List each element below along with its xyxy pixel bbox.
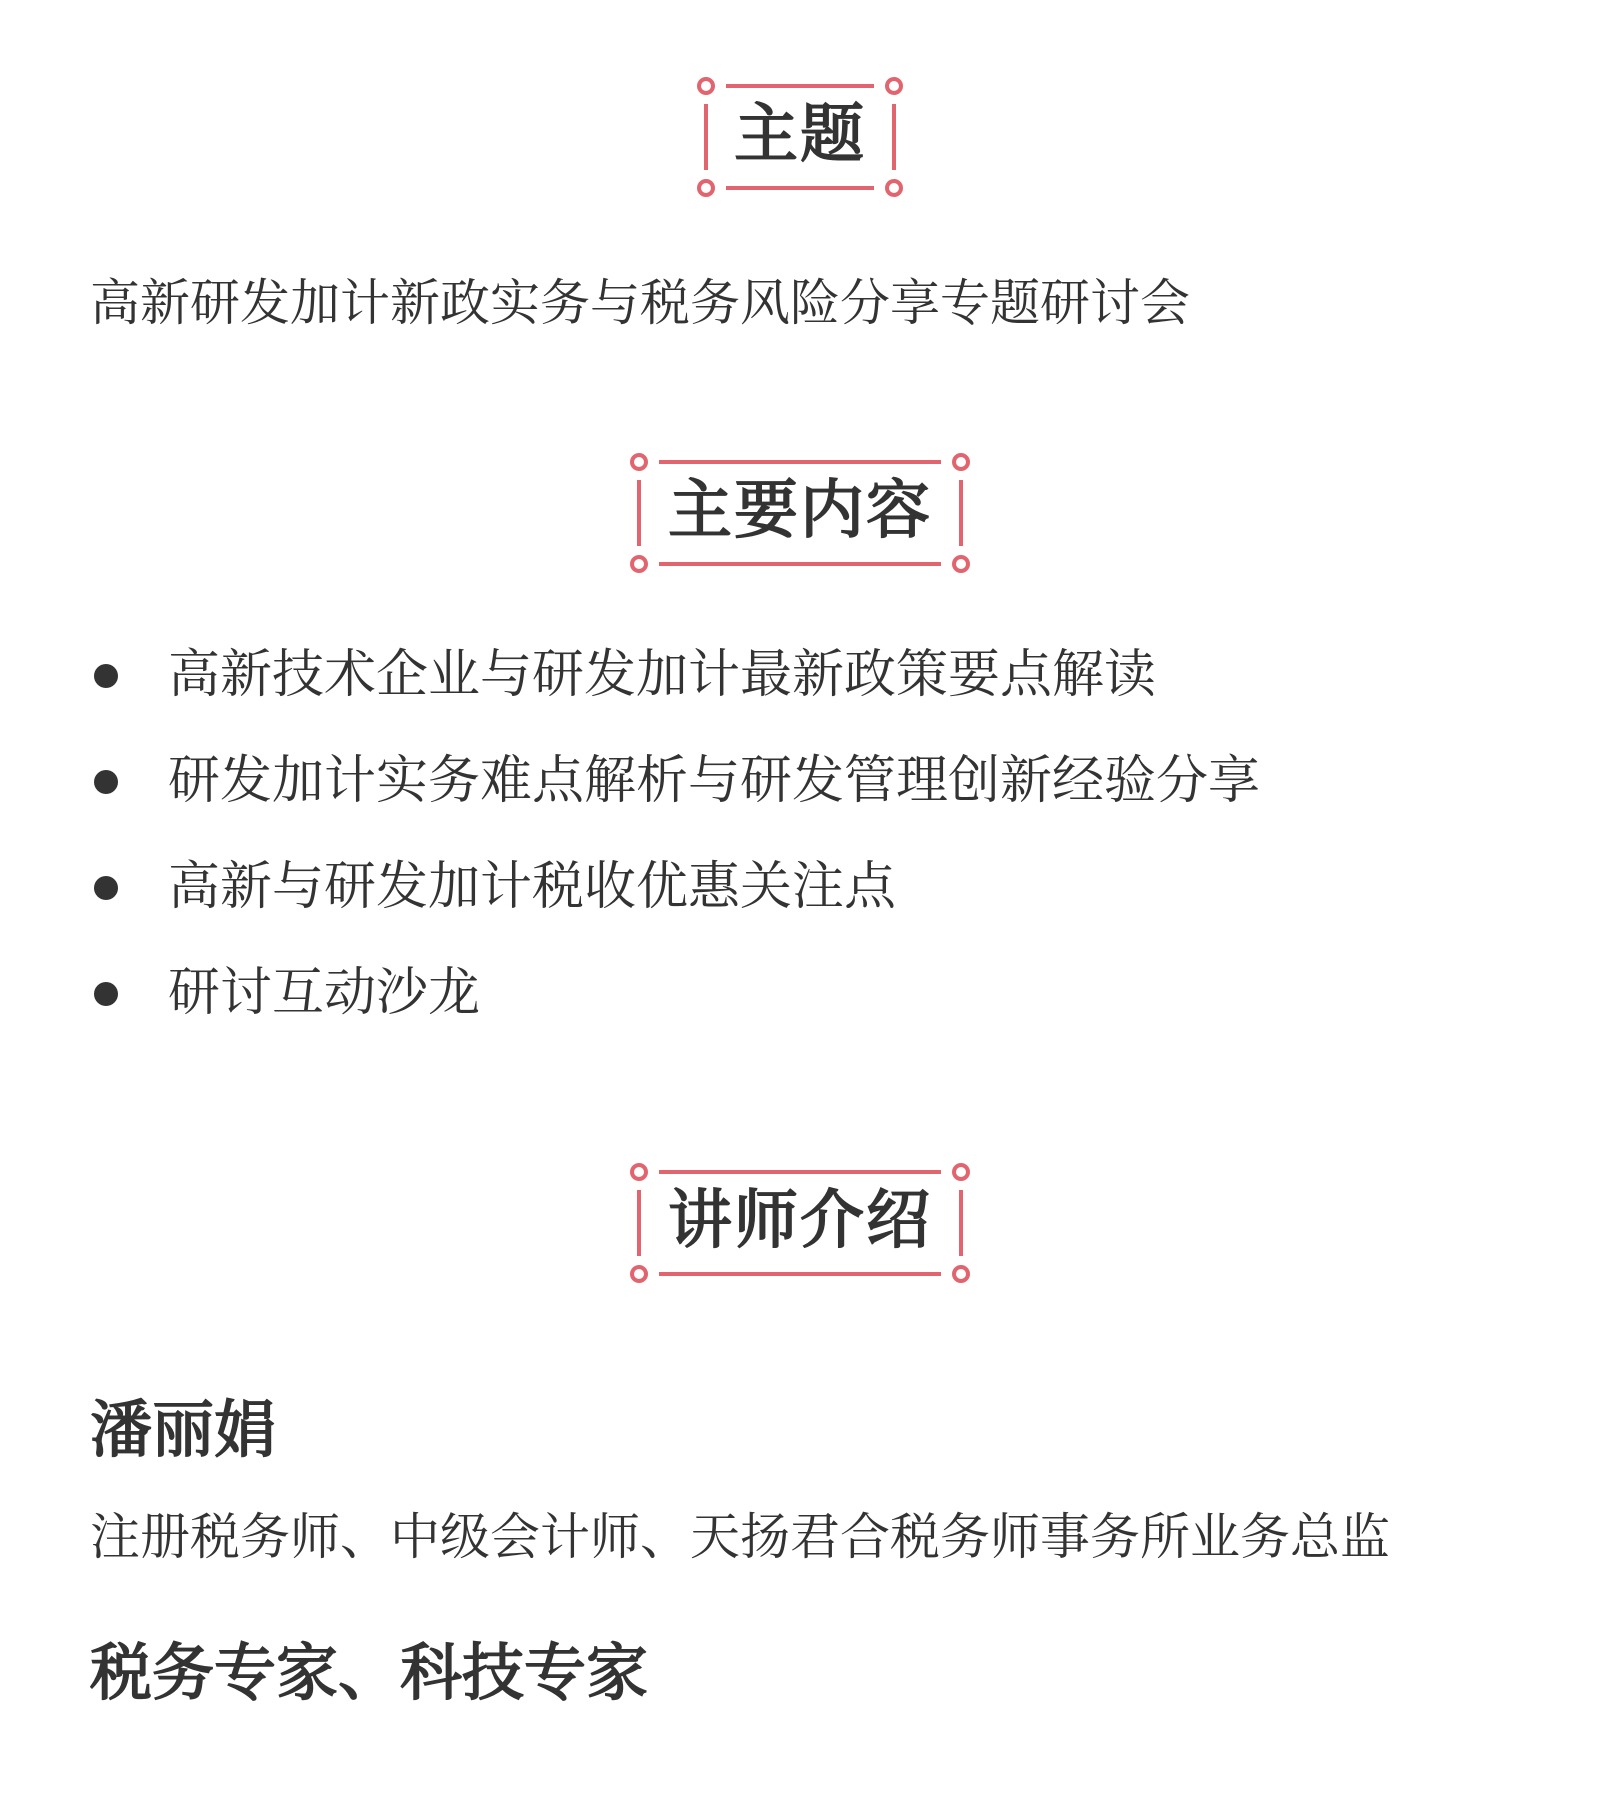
content-title-frame [633, 452, 967, 572]
lecturer-heading: 讲师介绍 [668, 1184, 932, 1258]
bullet-icon [94, 664, 118, 688]
lecturer-name: 潘丽娟 [90, 1393, 277, 1466]
bullet-icon [94, 770, 118, 794]
lecturer-title: 注册税务师、中级会计师、天扬君合税务师事务所业务总监 [90, 1508, 1390, 1566]
theme-title-frame [700, 76, 900, 196]
list-item-text: 研讨互动沙龙 [168, 963, 481, 1023]
list-item-text: 高新与研发加计税收优惠关注点 [168, 857, 897, 917]
bullet-icon [94, 876, 118, 900]
list-item-text: 高新技术企业与研发加计最新政策要点解读 [168, 645, 1157, 705]
list-item-text: 研发加计实务难点解析与研发管理创新经验分享 [168, 751, 1261, 811]
theme-description: 高新研发加计新政实务与税务风险分享专题研讨会 [90, 274, 1190, 332]
bullet-icon [94, 982, 118, 1006]
content-section-header [0, 452, 1600, 572]
lecturer-section-header [0, 1162, 1600, 1282]
lecturer-expertise: 税务专家、科技专家 [90, 1636, 649, 1709]
content-heading: 主要内容 [668, 474, 932, 548]
theme-section-header [0, 76, 1600, 196]
lecturer-title-frame [633, 1162, 967, 1282]
theme-heading: 主题 [734, 98, 866, 172]
